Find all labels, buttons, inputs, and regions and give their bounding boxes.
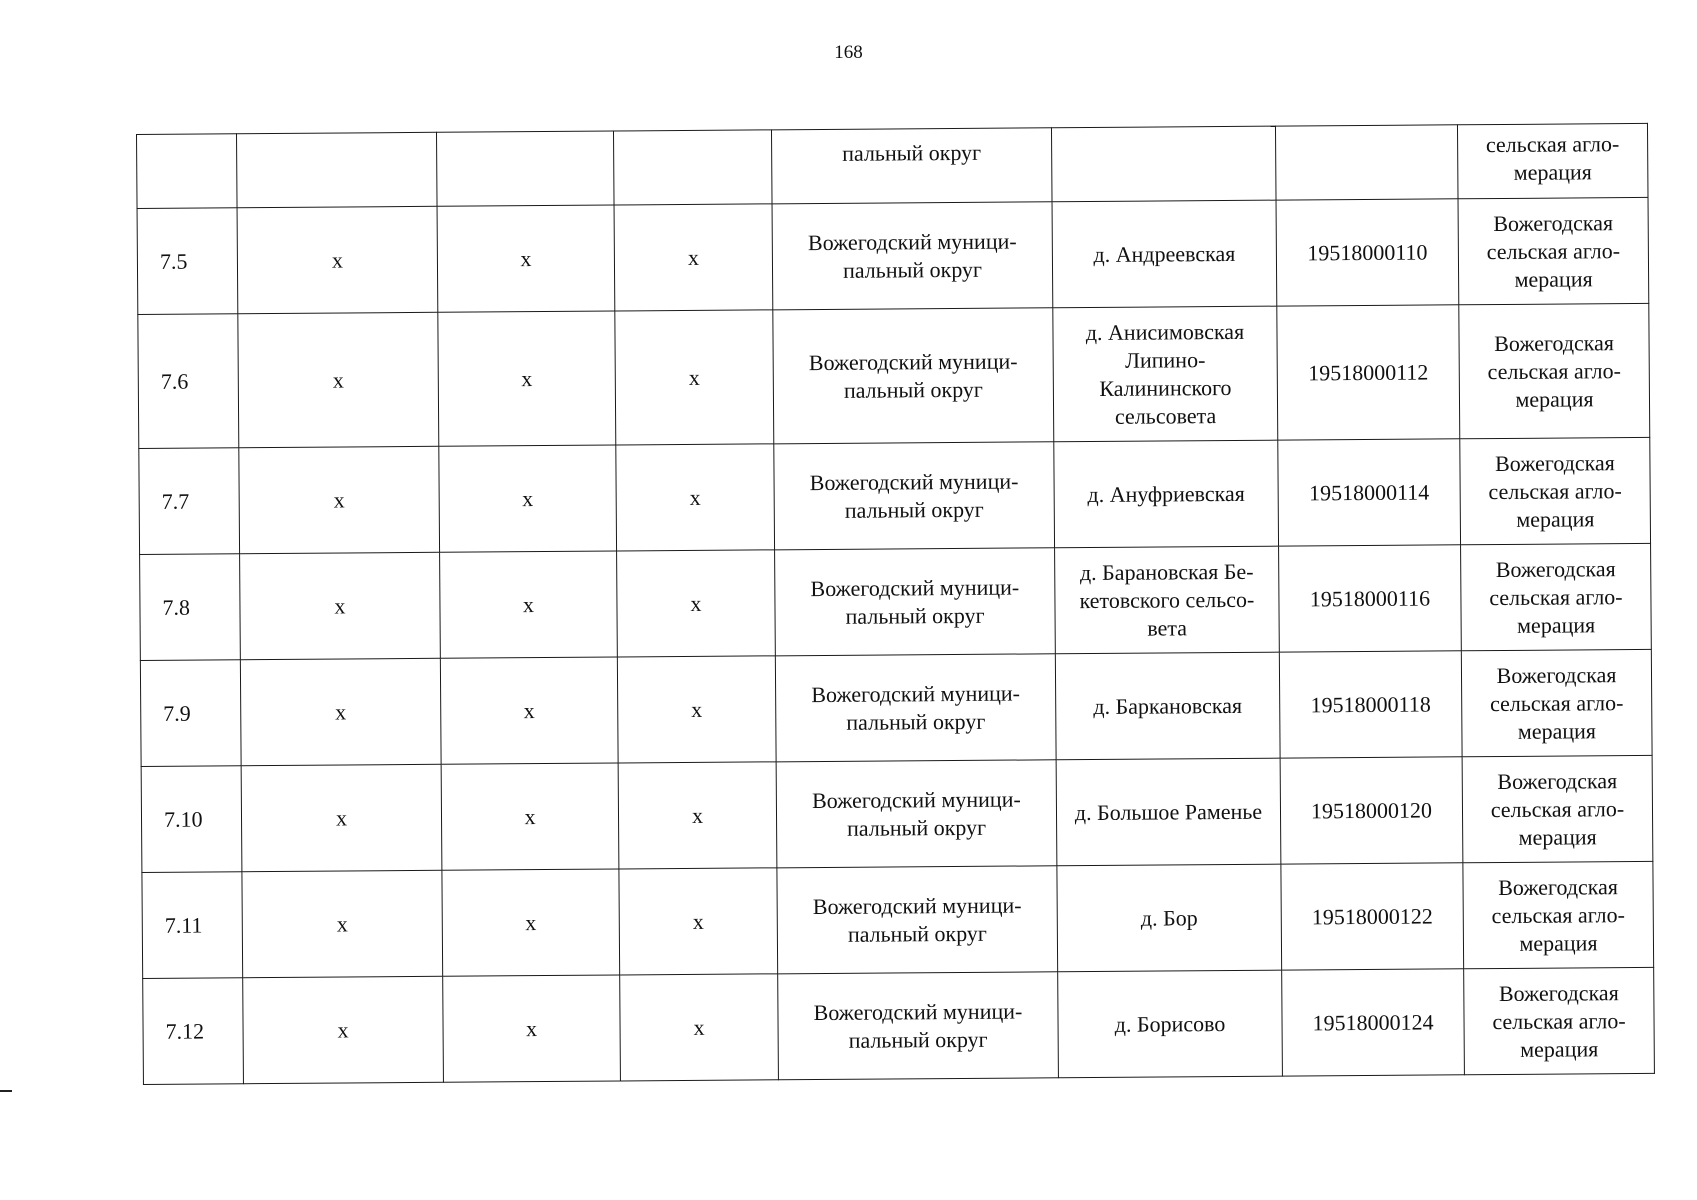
locality-line: д. Большое Раменье [1074,798,1263,825]
table-row [143,967,1655,1084]
cell-district [776,760,1057,868]
cell-agglomeration [1463,861,1654,968]
cell-code: 19518000116 [1279,545,1462,652]
cell-code: 19518000120 [1280,757,1463,864]
cell-agglomeration [1457,123,1648,198]
cell-x-mark: х [617,656,776,763]
cell-num: 7.12 [143,978,244,1085]
locality-line: д. Баркановская [1093,692,1243,719]
agglomeration-line: мерация [1517,717,1597,744]
district-line: пальный округ [842,256,983,283]
cell-district [772,202,1053,310]
cell-locality [1052,200,1277,308]
cell-x-mark: х [440,551,618,658]
agglomeration-line: сельская агло- [1486,237,1621,264]
table-row [142,861,1654,978]
district-line: пальный округ [845,602,985,629]
cell-x-mark: х [442,869,620,976]
cell-x-mark: х [441,763,619,870]
locality-line: д. Ануфриевская [1087,480,1245,507]
cell-x-mark: х [239,446,440,553]
agglomeration-line: сельская агло- [1490,795,1625,822]
cell-code [1275,125,1458,200]
agglomeration-line: мерация [1520,1035,1599,1062]
cell-locality [1057,864,1282,972]
cell-x-mark: х [618,762,777,869]
table-row [141,755,1653,872]
locality-line: д. Анисимовская [1085,318,1245,345]
locality-line: д. Борисово [1114,1010,1226,1037]
cell-col3 [436,131,614,206]
agglomeration-line: Вожегодская [1494,329,1615,356]
locality-line: д. Андреевская [1093,240,1236,267]
cell-locality [1053,306,1278,442]
cell-num: 7.6 [138,314,239,449]
cell-x-mark: х [241,764,442,871]
cell-district [771,128,1052,204]
cell-num [137,134,238,209]
agglomeration-line: сельская агло- [1488,477,1622,504]
agglomeration-line: Вожегодская [1497,767,1618,794]
cell-locality [1051,126,1276,202]
district-line: Вожегодский муници- [811,786,1021,813]
cell-num: 7.8 [140,554,241,661]
cell-x-mark: х [243,976,444,1083]
cell-x-mark: х [617,550,776,657]
cell-x-mark: х [238,312,439,447]
district-line: Вожегодский муници- [808,348,1018,375]
district-line: пальный округ [846,708,986,735]
agglomeration-line: мерация [1514,265,1593,292]
agglomeration-line: сельская агло- [1489,583,1623,610]
cell-agglomeration [1461,543,1652,650]
cell-x-mark: х [237,206,438,313]
district-line: пальный округ [847,814,987,841]
locality-line: д. Барановская Бе- [1079,558,1254,585]
agglomeration-line: мерация [1515,385,1594,412]
agglomeration-line: Вожегодская [1496,661,1617,688]
cell-col4 [613,130,772,205]
agglomeration-line: мерация [1519,929,1598,956]
agglomeration-line: Вожегодская [1498,873,1619,900]
agglomeration-line: Вожегодская [1493,209,1614,236]
cell-num: 7.9 [140,660,241,767]
cell-x-mark: х [242,870,443,977]
district-line: пальный округ [842,139,982,166]
cell-locality [1058,970,1283,1078]
table-row [140,649,1652,766]
cell-district [775,548,1056,656]
district-line: Вожегодский муници- [812,892,1022,919]
table-row [139,437,1651,554]
cell-x-mark: х [437,205,615,312]
cell-x-mark: х [616,444,775,551]
cell-x-mark: х [620,974,779,1081]
cell-code: 19518000124 [1282,969,1465,1076]
margin-mark [0,1090,12,1092]
agglomeration-line: мерация [1518,823,1597,850]
table-row [137,197,1649,314]
cell-code: 19518000118 [1279,651,1462,758]
cell-x-mark: х [240,552,441,659]
agglomeration-line: Вожегодская [1495,555,1616,582]
cell-locality [1055,546,1280,654]
cell-agglomeration [1458,197,1649,304]
cell-district [774,442,1055,550]
cell-x-mark: х [615,310,774,445]
cell-code: 19518000110 [1276,199,1459,306]
cell-x-mark: х [614,204,773,311]
district-line: пальный округ [848,1026,988,1053]
district-line: пальный округ [847,920,987,947]
continuation-row [137,123,1649,208]
agglomeration-line: сельская агло- [1485,131,1620,158]
cell-x-mark: х [440,657,618,764]
cell-district [777,866,1058,974]
agglomeration-line: Вожегодская [1494,449,1615,476]
agglomeration-line: мерация [1516,505,1595,532]
agglomeration-line: мерация [1516,611,1596,638]
district-line: Вожегодский муници- [811,680,1021,707]
settlements-table [136,123,1655,1085]
district-line: Вожегодский муници- [813,998,1023,1025]
cell-code: 19518000112 [1277,305,1460,440]
cell-locality [1056,758,1281,866]
table-row [138,303,1650,448]
cell-district [773,308,1054,444]
district-line: пальный округ [843,376,983,403]
cell-agglomeration [1462,755,1653,862]
district-line: Вожегодский муници- [810,574,1020,601]
cell-agglomeration [1460,437,1651,544]
cell-code: 19518000122 [1281,863,1464,970]
locality-line: сельсовета [1114,402,1217,429]
cell-locality [1055,652,1280,760]
locality-line: кетовского сельсо- [1079,586,1255,613]
district-line: Вожегодский муници- [809,468,1019,495]
cell-x-mark: х [619,868,778,975]
page-number: 168 [834,42,863,63]
cell-agglomeration [1464,967,1655,1074]
cell-col2 [237,132,438,207]
district-line: Вожегодский муници- [807,228,1017,255]
table-row [140,543,1652,660]
cell-district [778,972,1059,1080]
agglomeration-line: сельская агло- [1487,357,1622,384]
district-line: пальный округ [844,496,984,523]
locality-line: д. Бор [1140,904,1198,931]
cell-x-mark: х [443,975,621,1082]
agglomeration-line: Вожегодская [1498,979,1619,1006]
locality-line: вета [1147,614,1188,641]
agglomeration-line: мерация [1513,159,1592,185]
cell-agglomeration [1461,649,1652,756]
cell-code: 19518000114 [1278,439,1461,546]
cell-num: 7.10 [141,766,242,873]
cell-num: 7.11 [142,872,243,979]
locality-line: Калининского [1099,374,1232,401]
cell-district [775,654,1056,762]
agglomeration-line: сельская агло- [1492,1007,1626,1034]
cell-locality [1054,440,1279,548]
cell-num: 7.7 [139,448,240,555]
cell-num: 7.5 [137,208,238,315]
cell-x-mark: х [439,445,617,552]
cell-agglomeration [1459,303,1650,438]
agglomeration-line: сельская агло- [1491,901,1625,928]
cell-x-mark: х [240,658,441,765]
table-body [137,123,1655,1084]
agglomeration-line: сельская агло- [1489,689,1624,716]
cell-x-mark: х [438,311,616,446]
locality-line: Липино- [1124,346,1206,373]
